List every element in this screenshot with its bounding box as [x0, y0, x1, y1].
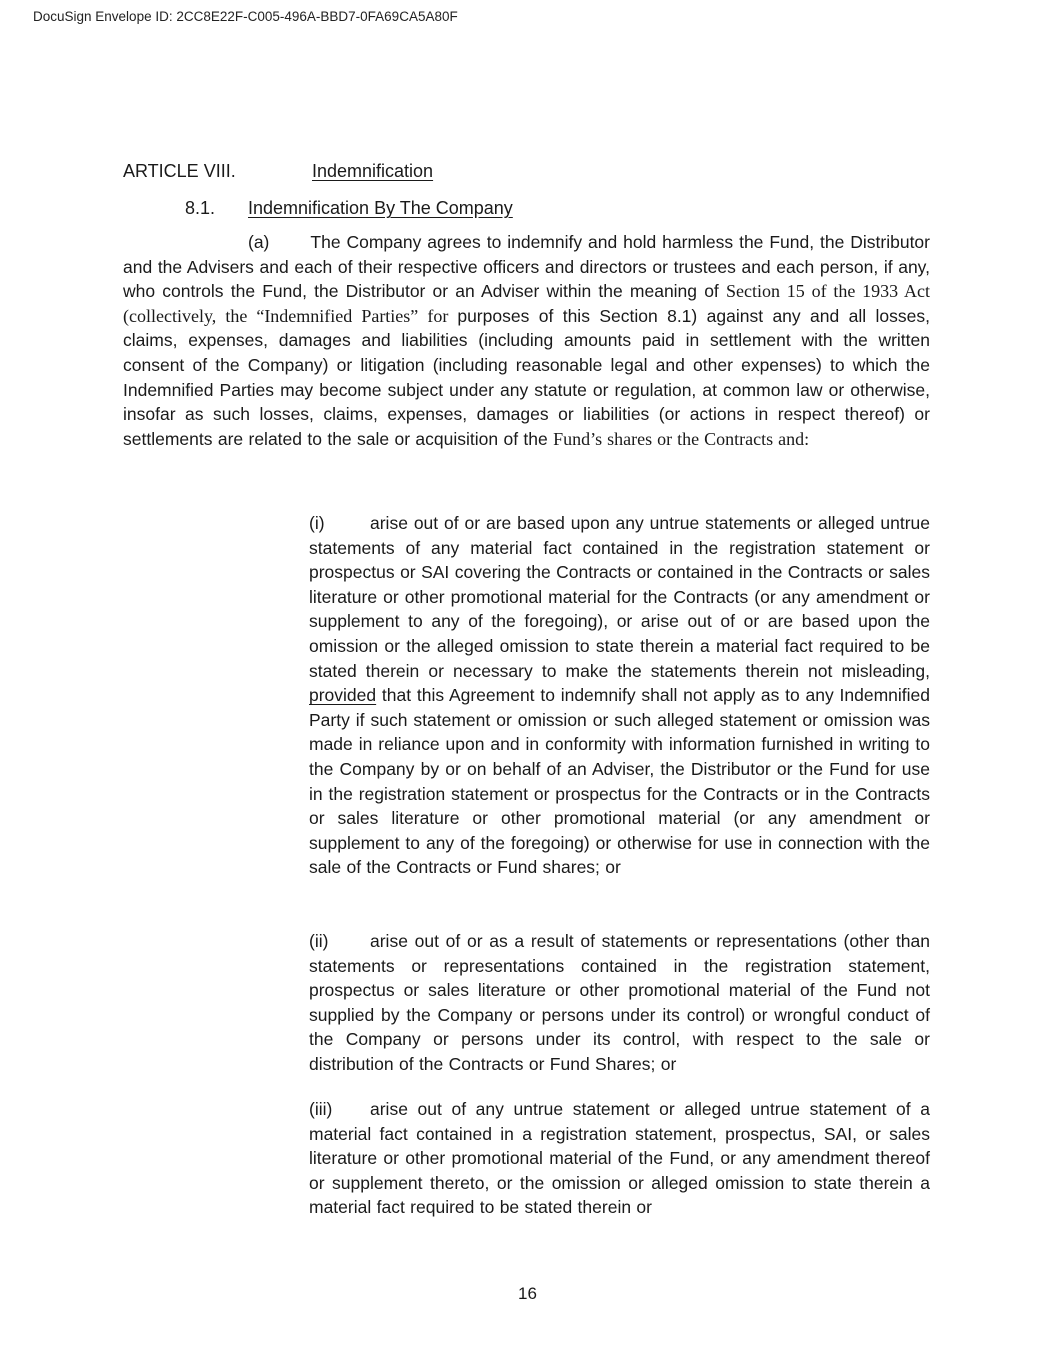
- clause-ii-text: arise out of or as a result of statements or representations (other than statements or representations contained in the registration statement, prospectus or sales literature or other promotional material of the Fund not supplied by the Company or persons under its control) or wrongful conduct of the Company or persons under its control, with respect to the sale or distribution of the Contracts or Fund Shares; or: [309, 931, 930, 1074]
- page-number: 16: [518, 1284, 537, 1303]
- article-heading: [123, 161, 433, 182]
- article-title: Indemnification: [312, 161, 434, 181]
- paragraph-a: [123, 230, 930, 451]
- clause-i: [309, 511, 930, 880]
- clause-ii-label: (ii): [309, 931, 329, 951]
- paragraph-a-text-serif-1: Section 15 of the 1933 Act (collectively, the “Indemnified Parties” for: [123, 281, 930, 326]
- clause-i-underlined-word: provided: [309, 685, 377, 706]
- section-title: Indemnification By The Company: [248, 198, 513, 218]
- clause-i-text-1: arise out of or are based upon any untrue statements or alleged untrue statements of any material fact contained in the registration statement or prospectus or SAI covering the Contracts or contained in the Contracts or sales literature or other promotional material for the Contracts (or any amendment or supplement to any of the foregoing), or arise out of or are based upon the omission or the alleged omission to state therein a material fact required to be stated therein or necessary to make the statements therein not misleading,: [309, 513, 930, 681]
- paragraph-a-text-1: The Company agrees to indemnify and hold harmless the Fund, the Distributor and the Advisers and each of their respective officers and directors or trustees and each person, if any, who controls the Fund, the Distributor or an Adviser within the meaning of: [123, 232, 930, 302]
- paragraph-a-label: (a): [248, 232, 270, 252]
- paragraph-a-text-serif-2: Fund’s shares or the Contracts and:: [553, 428, 810, 449]
- clause-ii: [309, 929, 930, 1077]
- clause-i-text-2: that this Agreement to indemnify shall not apply as to any Indemnified Party if such statement or omission or such alleged statement or omission was made in reliance upon and in conformity with information furnished in writing to the Company by or on behalf of an Adviser, the Distributor or the Fund for use in the registration statement or prospectus for the Contracts or in the Contracts or sales literature or other promotional material (or any amendment or supplement to any of the foregoing) or otherwise for use in connection with the sale of the Contracts or Fund shares; or: [309, 685, 930, 878]
- clause-iii: [309, 1097, 930, 1220]
- docusign-envelope-id: DocuSign Envelope ID: 2CC8E22F-C005-496A-BBD7-0FA69CA5A80F: [33, 9, 458, 24]
- clause-iii-text: arise out of any untrue statement or alleged untrue statement of a material fact contained in a registration statement, prospectus, SAI, or sales literature or other promotional material of the Fund, or any amendment thereof or supplement thereto, or the omission or alleged omission to state therein a material fact required to be stated therein or: [309, 1099, 930, 1218]
- clause-i-label: (i): [309, 513, 325, 533]
- paragraph-a-text-2: purposes of this Section 8.1) against any and all losses, claims, expenses, damages and liabilities (including amounts paid in settlement with the written consent of the Company) or litigation (including reasonable legal and other expenses) to which the Indemnified Parties may become subject under any statute or regulation, at common law or otherwise, insofar as such losses, claims, expenses, damages or liabilities (or actions in respect thereof) or settlements are related to the sale or acquisition of the: [123, 305, 930, 449]
- article-number: ARTICLE VIII.: [123, 161, 236, 181]
- section-heading: [185, 198, 513, 219]
- clause-iii-label: (iii): [309, 1099, 333, 1119]
- section-number: 8.1.: [185, 198, 216, 218]
